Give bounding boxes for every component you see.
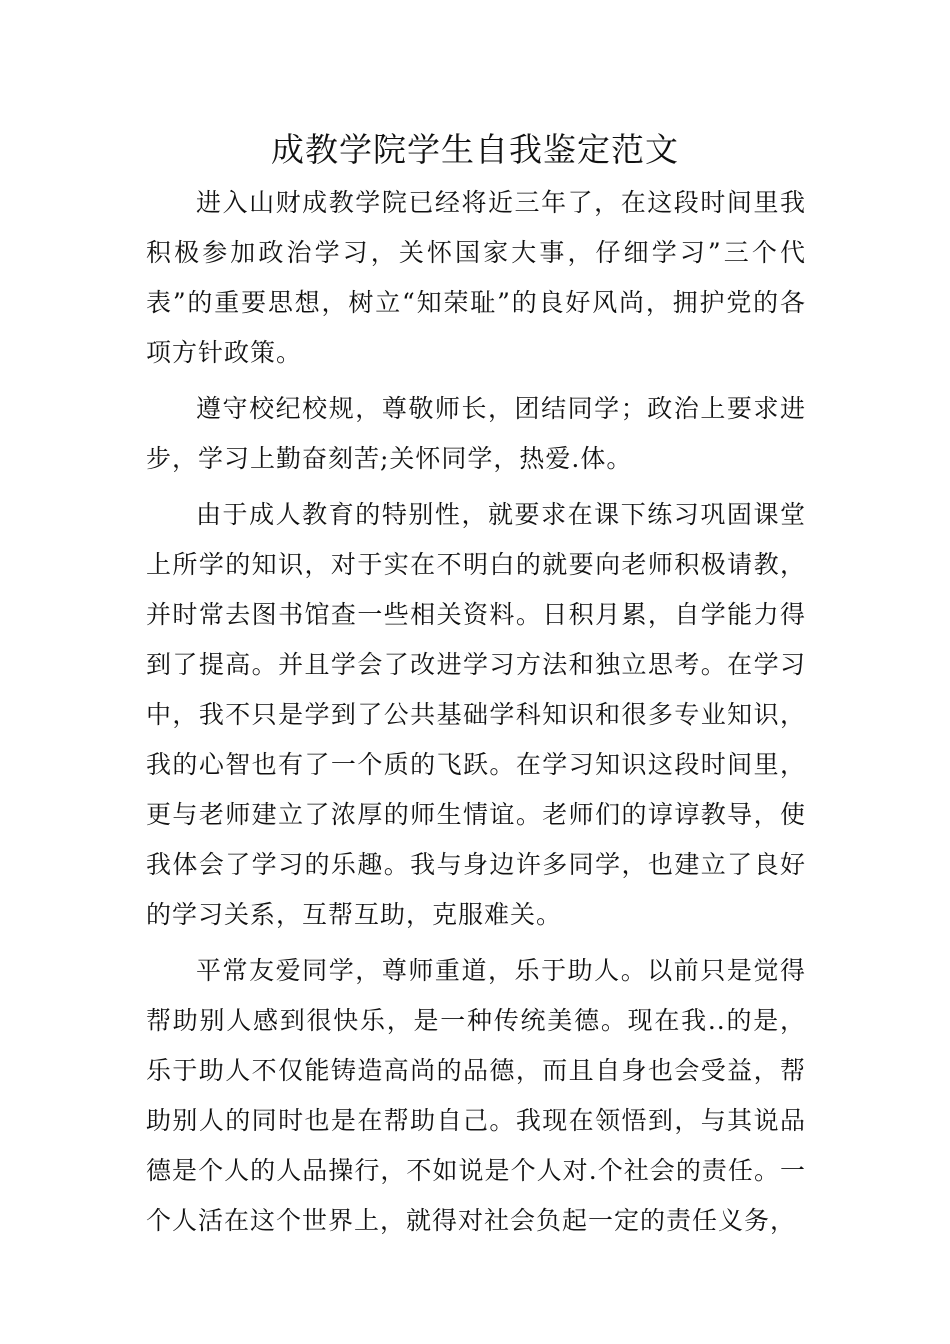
document-title: 成教学院学生自我鉴定范文 [271,130,679,169]
paragraph-1: 进入山财成教学院已经将近三年了，在这段时间里我积极参加政治学习，关怀国家大事，仔细学习”三个代表”的重要思想，树立“知荣耻”的良好风尚，拥护党的各项方针政策。 [146,188,806,367]
paragraph-2: 遵守校纪校规，尊敬师长，团结同学；政治上要求进步，学习上勤奋刻苦;关怀同学，热爱.体。 [146,394,806,473]
document-body [146,178,806,1252]
paragraph-3: 由于成人教育的特别性，就要求在课下练习巩固课堂上所学的知识，对于实在不明白的就要向老师积极请教，并时常去图书馆查一些相关资料。日积月累，自学能力得到了提高。并且学会了改进学习方法和独立思考。在学习中，我不只是学到了公共基础学科知识和很多专业知识，我的心智也有了一个质的飞跃。在学习知识这段时间里，更与老师建立了浓厚的师生情谊。老师们的谆谆教导，使我体会了学习的乐趣。我与身边许多同学，也建立了良好的学习关系，互帮互助，克服难关。 [146,500,806,929]
paragraph-4: 平常友爱同学，尊师重道，乐于助人。以前只是觉得帮助别人感到很快乐，是一种传统美德。现在我..的是，乐于助人不仅能铸造高尚的品德，而且自身也会受益，帮助别人的同时也是在帮助自己。我现在领悟到，与其说品德是个人的人品操行，不如说是个人对.个社会的责任。一个人活在这个世界上，就得对社会负起一定的责任义务， [146,956,806,1235]
